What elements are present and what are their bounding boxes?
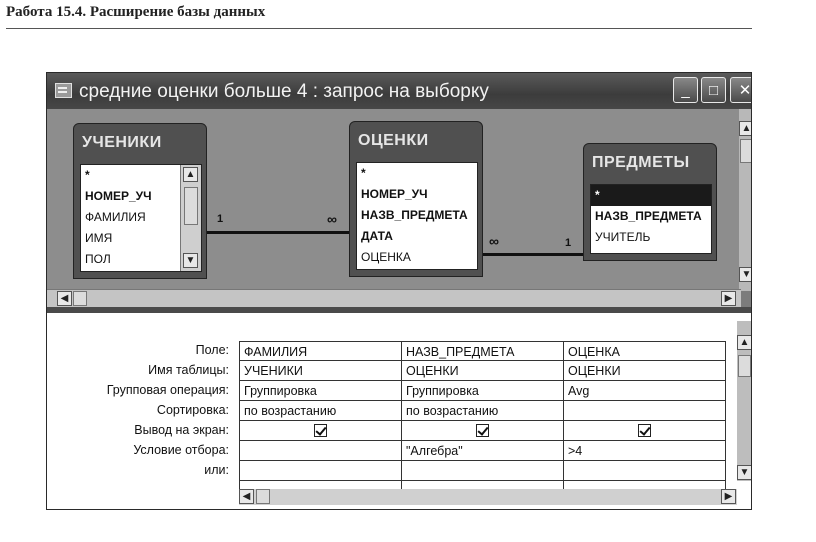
grid-cell-sort[interactable]: по возрастанию [402,401,564,421]
query-icon [55,83,72,98]
grid-cell-group[interactable]: Группировка [240,381,402,401]
grid-cell-sort[interactable] [564,401,726,421]
field-list-scrollbar[interactable] [180,165,201,271]
grid-cell-group[interactable]: Группировка [402,381,564,401]
grid-cell-sort[interactable]: по возрастанию [240,401,402,421]
field-item[interactable]: ОЦЕНКА [361,250,411,264]
scroll-down-button[interactable]: ▼ [737,465,752,480]
scroll-thumb[interactable] [256,489,270,504]
grid-cell-criteria[interactable]: "Алгебра" [402,441,564,461]
grid-cell-field[interactable]: ФАМИЛИЯ [240,341,402,361]
table-pupils[interactable] [73,123,207,279]
scroll-right-button[interactable]: ▶ [721,489,736,504]
grid-cell-field[interactable]: ОЦЕНКА [564,341,726,361]
field-item[interactable]: ПОЛ [85,252,111,266]
query-window [46,72,752,510]
minimize-icon: _ [681,82,690,99]
table-pupils-title: УЧЕНИКИ [82,134,162,151]
relation-label-one: 1 [217,213,224,225]
grid-cell-or[interactable] [402,461,564,481]
field-item[interactable]: * [591,185,711,206]
query-design-grid [47,313,752,510]
field-item[interactable]: УЧИТЕЛЬ [595,230,651,244]
table-subjects-field-list [590,184,712,254]
maximize-button[interactable] [701,77,726,103]
show-checkbox[interactable] [476,424,489,437]
field-item[interactable]: НАЗВ_ПРЕДМЕТА [361,208,468,222]
header-rule [6,28,752,29]
minimize-button[interactable] [673,77,698,103]
row-label-table: Имя таблицы: [148,363,229,377]
table-subjects-title: ПРЕДМЕТЫ [592,154,690,171]
relation-line-pupils-grades[interactable] [207,231,349,234]
field-item[interactable]: НОМЕР_УЧ [85,189,152,203]
row-label-group: Групповая операция: [106,383,229,397]
relation-line-grades-subjects[interactable] [483,253,583,256]
grid-cell-table[interactable]: ОЦЕНКИ [402,361,564,381]
table-pupils-field-list [80,164,202,272]
relation-label-many: ∞ [327,211,337,227]
grid-cell-show[interactable] [402,421,564,441]
close-button[interactable] [730,77,752,103]
scroll-thumb[interactable] [740,139,752,163]
scroll-up-button[interactable]: ▲ [737,335,752,350]
row-label-field: Поле: [195,343,229,357]
grid-cell-group[interactable]: Avg [564,381,726,401]
scroll-left-button[interactable]: ◀ [239,489,254,504]
close-icon: ✕ [738,82,752,99]
scroll-down-button[interactable]: ▼ [183,253,198,268]
field-item[interactable]: НАЗВ_ПРЕДМЕТА [595,209,702,223]
scroll-right-button[interactable]: ▶ [721,291,736,306]
scroll-thumb[interactable] [73,291,87,306]
grid-cell-field[interactable]: НАЗВ_ПРЕДМЕТА [402,341,564,361]
field-item[interactable]: НОМЕР_УЧ [361,187,428,201]
maximize-icon: □ [708,82,719,99]
grid-horizontal-scrollbar[interactable] [239,489,737,505]
grid-cell-or[interactable] [564,461,726,481]
table-design-area [47,109,741,309]
scroll-left-button[interactable]: ◀ [57,291,72,306]
field-item[interactable]: ДАТА [361,229,393,243]
field-item[interactable]: * [361,166,366,180]
scroll-thumb[interactable] [738,355,751,377]
page-header: Работа 15.4. Расширение базы данных [6,4,266,20]
grid-vertical-scrollbar[interactable] [737,321,752,481]
upper-vertical-scrollbar[interactable] [739,109,752,291]
field-item[interactable]: * [85,168,90,182]
grid-cell-show[interactable] [240,421,402,441]
grid-cell-criteria[interactable]: >4 [564,441,726,461]
title-bar[interactable] [47,73,751,109]
show-checkbox[interactable] [638,424,651,437]
grid-cell-show[interactable] [564,421,726,441]
design-grid-cells [239,341,740,495]
relation-label-many: ∞ [489,233,499,249]
row-label-show: Вывод на экран: [134,423,229,437]
grid-cell-table[interactable]: УЧЕНИКИ [240,361,402,381]
table-grades-field-list [356,162,478,270]
scroll-down-button[interactable]: ▼ [739,267,752,282]
scroll-up-button[interactable]: ▲ [183,167,198,182]
row-label-or: или: [204,463,229,477]
scroll-up-button[interactable]: ▲ [739,121,752,136]
row-label-sort: Сортировка: [156,403,229,417]
field-item[interactable]: ИМЯ [85,231,113,245]
scroll-thumb[interactable] [184,187,198,225]
upper-horizontal-scrollbar[interactable] [47,289,741,308]
grid-cell-criteria[interactable] [240,441,402,461]
grid-cell-or[interactable] [240,461,402,481]
show-checkbox[interactable] [314,424,327,437]
window-title: средние оценки больше 4 : запрос на выборку [79,81,489,102]
table-grades-title: ОЦЕНКИ [358,132,429,149]
relation-label-one: 1 [565,237,572,249]
field-item[interactable]: ФАМИЛИЯ [85,210,146,224]
row-label-criteria: Условие отбора: [133,443,229,457]
table-subjects[interactable] [583,143,717,261]
table-grades[interactable] [349,121,483,277]
grid-cell-table[interactable]: ОЦЕНКИ [564,361,726,381]
